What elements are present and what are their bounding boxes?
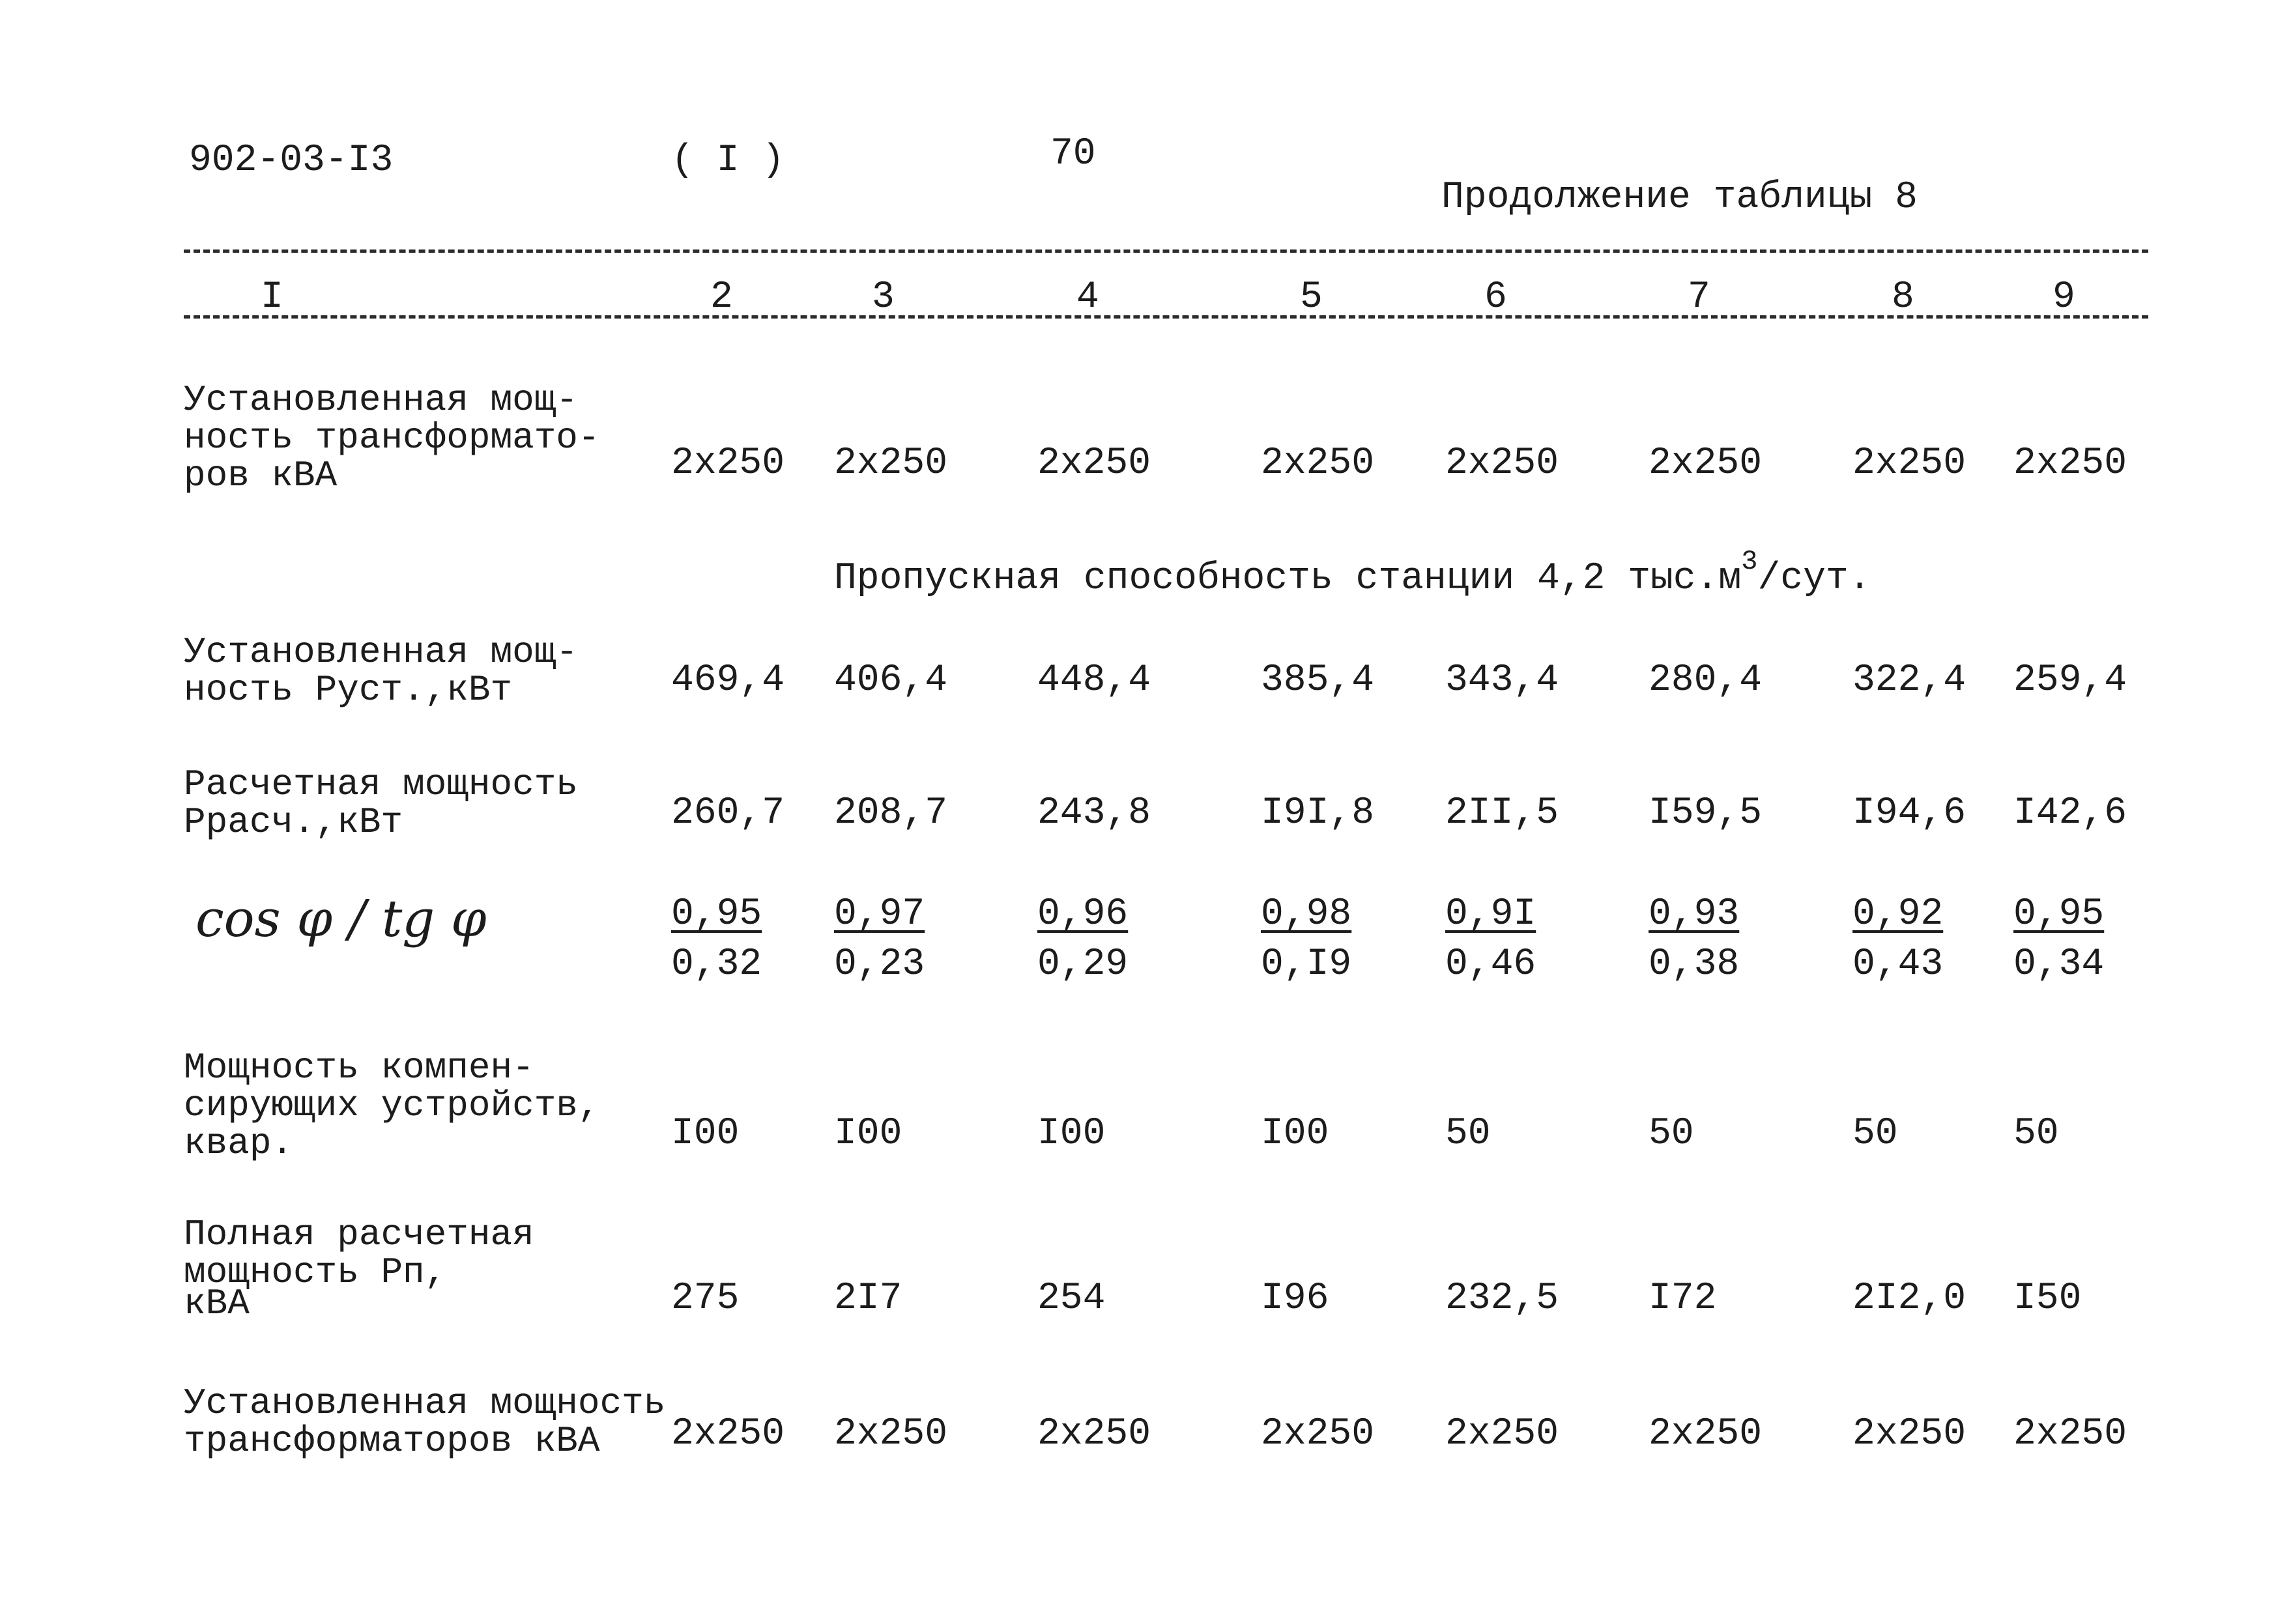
cell: 448,4	[1037, 659, 1151, 702]
cell: 2x250	[671, 1413, 785, 1455]
cell: 2x250	[1852, 442, 1967, 485]
cell-denominator: 0,I9	[1261, 943, 1352, 986]
cell-denominator: 0,23	[834, 943, 925, 986]
document-code: 902-03-I3	[189, 139, 394, 182]
column-number: 3	[872, 276, 895, 319]
cell: 2x250	[2013, 1413, 2127, 1455]
cell: I96	[1261, 1277, 1329, 1320]
row-label: Установленная мощ-	[184, 631, 578, 673]
row-label: квар.	[184, 1122, 294, 1164]
row-label: сирующих устройств,	[184, 1085, 600, 1126]
cell: 50	[1649, 1113, 1694, 1155]
row-label: ность трансформато-	[184, 417, 600, 459]
row-label: Расчетная мощность	[184, 763, 578, 805]
column-number: I	[261, 276, 283, 319]
cell: 243,8	[1037, 792, 1151, 834]
column-number: 7	[1688, 276, 1710, 319]
header-rule-top	[184, 249, 2148, 253]
row-label: Полная расчетная	[184, 1214, 534, 1255]
cell: 232,5	[1445, 1277, 1559, 1320]
cell: 2x250	[834, 442, 948, 485]
row-label: кВА	[184, 1283, 250, 1324]
cell: I00	[1037, 1113, 1106, 1155]
cell-numerator: 0,93	[1649, 893, 1740, 935]
cell: 406,4	[834, 659, 948, 702]
row-label: cos φ / tg φ	[195, 890, 487, 948]
cell: 254	[1037, 1277, 1106, 1320]
column-number: 5	[1300, 276, 1323, 319]
cell-denominator: 0,29	[1037, 943, 1129, 986]
header-rule-bottom	[184, 315, 2148, 319]
cell-denominator: 0,46	[1445, 943, 1536, 986]
cell: 2x250	[1037, 442, 1151, 485]
cell: 2x250	[1261, 1413, 1375, 1455]
superscript: 3	[1741, 546, 1758, 577]
cell: 2x250	[2013, 442, 2127, 485]
column-number: 9	[2053, 276, 2075, 319]
cell: I9I,8	[1261, 792, 1375, 834]
cell: 469,4	[671, 659, 785, 702]
cell: 2x250	[1445, 442, 1559, 485]
cell: 2II,5	[1445, 792, 1559, 834]
cell: I50	[2013, 1277, 2082, 1320]
cell: 2x250	[1852, 1413, 1967, 1455]
cell: 260,7	[671, 792, 785, 834]
cell: I59,5	[1649, 792, 1763, 834]
row-label: Мощность компен-	[184, 1047, 534, 1089]
cell: 2x250	[1037, 1413, 1151, 1455]
cell: 2x250	[1261, 442, 1375, 485]
cell: I72	[1649, 1277, 1717, 1320]
cell: 2x250	[834, 1413, 948, 1455]
row-label: Установленная мощность	[184, 1382, 666, 1424]
cell: 2I7	[834, 1277, 902, 1320]
cell: I42,6	[2013, 792, 2127, 834]
cell: 259,4	[2013, 659, 2127, 702]
row-label: мощность Рп,	[184, 1251, 447, 1293]
cell-numerator: 0,98	[1261, 893, 1352, 935]
row-label: ность Руст.,кВт	[184, 669, 513, 711]
cell-denominator: 0,43	[1852, 943, 1944, 986]
table-caption: Продолжение таблицы 8	[1441, 177, 1918, 219]
row-label: Ррасч.,кВт	[184, 801, 403, 843]
cell: 343,4	[1445, 659, 1559, 702]
column-number: 6	[1484, 276, 1507, 319]
cell: 2I2,0	[1852, 1277, 1967, 1320]
cell: 385,4	[1261, 659, 1375, 702]
cell-denominator: 0,34	[2013, 943, 2105, 986]
cell: 2x250	[1445, 1413, 1559, 1455]
cell: 50	[1445, 1113, 1491, 1155]
cell: I00	[671, 1113, 740, 1155]
cell-numerator: 0,9I	[1445, 893, 1536, 935]
page-number: 70	[1050, 133, 1096, 175]
row-label: Установленная мощ-	[184, 379, 578, 421]
section-title: Пропускная способность станции 4,2 $тыс.м^3$/сут.	[834, 546, 1871, 600]
sheet-mark: ( I )	[671, 139, 785, 182]
cell: 2x250	[671, 442, 785, 485]
column-number: 2	[710, 276, 733, 319]
cell-denominator: 0,32	[671, 943, 762, 986]
column-number: 4	[1076, 276, 1099, 319]
cell: 2x250	[1649, 1413, 1763, 1455]
cell: 280,4	[1649, 659, 1763, 702]
cell: 50	[1852, 1113, 1898, 1155]
cell-numerator: 0,96	[1037, 893, 1129, 935]
cell: 2x250	[1649, 442, 1763, 485]
cell-numerator: 0,95	[2013, 893, 2105, 935]
cell: 275	[671, 1277, 740, 1320]
cell-numerator: 0,97	[834, 893, 925, 935]
cell-denominator: 0,38	[1649, 943, 1740, 986]
column-number: 8	[1892, 276, 1914, 319]
row-label: ров кВА	[184, 455, 338, 496]
cell: 50	[2013, 1113, 2059, 1155]
cell: I94,6	[1852, 792, 1967, 834]
cell: 322,4	[1852, 659, 1967, 702]
cell-numerator: 0,92	[1852, 893, 1944, 935]
cell-numerator: 0,95	[671, 893, 762, 935]
cell: I00	[1261, 1113, 1329, 1155]
row-label: трансформаторов кВА	[184, 1420, 600, 1462]
cell: I00	[834, 1113, 902, 1155]
cell: 208,7	[834, 792, 948, 834]
